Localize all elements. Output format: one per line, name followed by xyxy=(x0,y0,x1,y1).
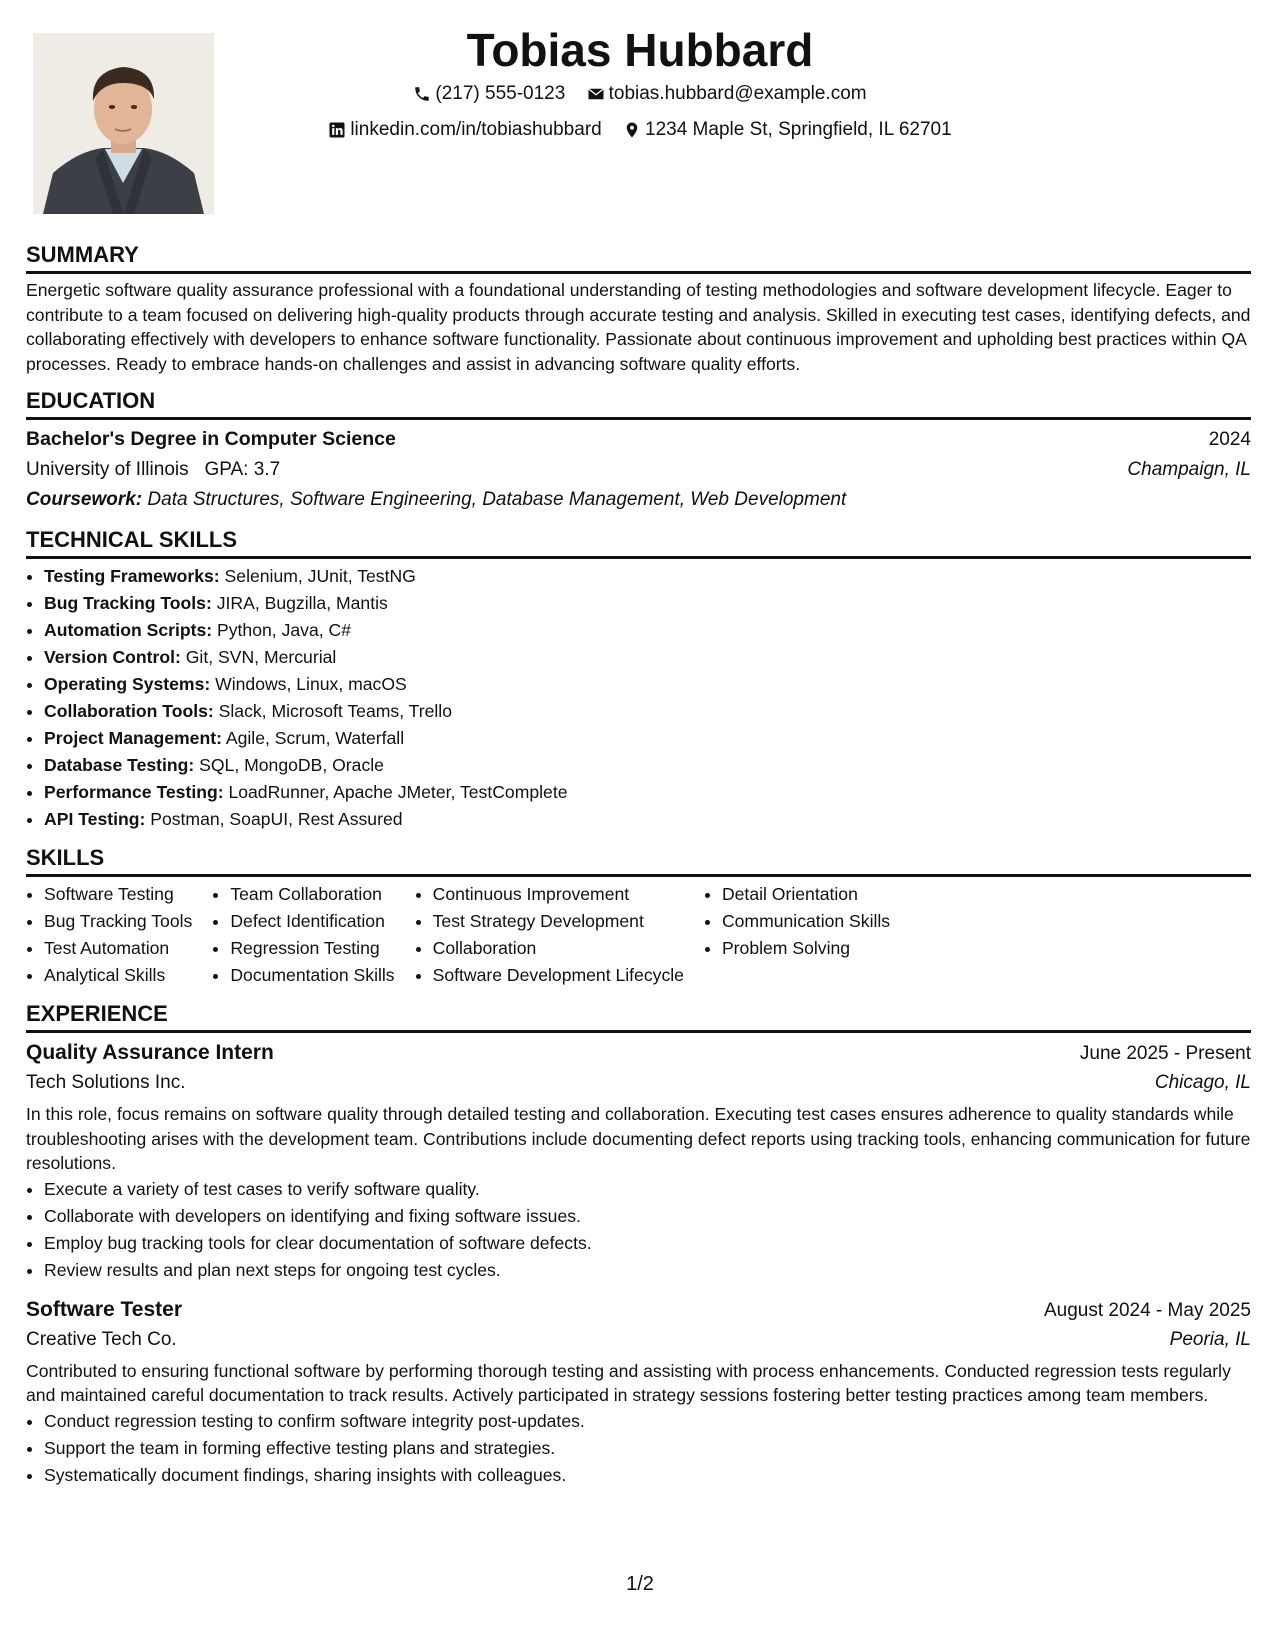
skills-column-2 xyxy=(212,881,394,989)
summary-text: Energetic software quality assurance professional with a foundational understanding of testing methodologies and software development lifecycle. Eager to contribute to a team focused on delivering high-quality products through accurate testing and analysis. Skilled in executing test cases, identifying defects, and collaborating effectively with developers to enhance software functionality. Passionate about continuous improvement and upholding best practices within QA processes. Ready to embrace hands-on challenges and assist in advancing software quality efforts. xyxy=(26,280,1251,374)
resume-header xyxy=(250,22,1030,150)
phone-icon xyxy=(413,85,431,103)
list-item: • Execute a variety of test cases to verify software quality. xyxy=(44,1176,1251,1203)
list-item xyxy=(44,698,1251,725)
company-row xyxy=(26,1068,1251,1098)
skill-value: JIRA, Bugzilla, Mantis xyxy=(216,593,388,613)
list-item xyxy=(44,617,1251,644)
email-address: tobias.hubbard@example.com xyxy=(608,83,867,104)
school-name: University of Illinois xyxy=(26,459,189,480)
list-item: • Continuous Improvement xyxy=(433,881,684,908)
skill-label: API Testing: xyxy=(44,809,146,829)
contact-line-1 xyxy=(250,78,1030,114)
list-item xyxy=(44,590,1251,617)
job-title: Quality Assurance Intern xyxy=(26,1041,274,1064)
skill-label: Performance Testing: xyxy=(44,782,224,802)
company-name: Creative Tech Co. xyxy=(26,1328,177,1350)
skill-value: Postman, SoapUI, Rest Assured xyxy=(150,809,403,829)
list-item: • Documentation Skills xyxy=(230,962,394,989)
skills-section xyxy=(26,843,1251,989)
list-item: • Communication Skills xyxy=(722,908,890,935)
job-title: Software Tester xyxy=(26,1297,182,1321)
job-bullets xyxy=(26,1176,1251,1284)
gpa: GPA: 3.7 xyxy=(204,459,281,480)
linkedin-contact[interactable] xyxy=(328,114,601,146)
summary-heading: SUMMARY xyxy=(26,240,1251,274)
job-entry-1 xyxy=(26,1037,1251,1284)
list-item xyxy=(44,644,1251,671)
phone-number: (217) 555-0123 xyxy=(435,83,566,104)
linkedin-url: linkedin.com/in/tobiashubbard xyxy=(350,119,602,140)
school-info xyxy=(26,455,280,485)
skill-value: Agile, Scrum, Waterfall xyxy=(225,728,405,748)
list-item xyxy=(44,725,1251,752)
list-item: • Problem Solving xyxy=(722,935,890,962)
list-item: • Defect Identification xyxy=(230,908,394,935)
skills-columns xyxy=(26,881,1251,989)
school-location: Champaign, IL xyxy=(1127,459,1251,480)
skill-value: Python, Java, C# xyxy=(217,620,351,640)
job-description: In this role, focus remains on software quality through detailed testing and collaboration. Executing test cases ensures adherence to quality standards while troubleshooting arises with the development team. Contributions include documenting defect reports using tracking tools, enhancing communication for future resolutions. xyxy=(26,1104,1251,1173)
skill-label: Database Testing: xyxy=(44,755,195,775)
list-item: • Collaborate with developers on identifying and fixing software issues. xyxy=(44,1203,1251,1230)
list-item xyxy=(44,806,1251,833)
page-number: 1/2 xyxy=(626,1573,654,1595)
skill-label: Testing Frameworks: xyxy=(44,566,220,586)
list-item xyxy=(44,752,1251,779)
job-title-row xyxy=(26,1294,1251,1325)
phone-contact[interactable] xyxy=(413,78,565,110)
skill-label: Operating Systems: xyxy=(44,674,211,694)
degree-name: Bachelor's Degree in Computer Science xyxy=(26,428,396,450)
skill-label: Collaboration Tools: xyxy=(44,701,214,721)
address-contact xyxy=(623,114,952,146)
list-item: • Analytical Skills xyxy=(44,962,192,989)
list-item: • Detail Orientation xyxy=(722,881,890,908)
skill-label: Project Management: xyxy=(44,728,222,748)
skill-label: Version Control: xyxy=(44,647,181,667)
skill-value: Selenium, JUnit, TestNG xyxy=(224,566,416,586)
list-item: • Collaboration xyxy=(433,935,684,962)
job-bullets xyxy=(26,1408,1251,1489)
candidate-name: Tobias Hubbard xyxy=(466,24,814,76)
list-item: • Software Testing xyxy=(44,881,192,908)
resume-body xyxy=(26,240,1251,1499)
coursework-list: Data Structures, Software Engineering, Database Management, Web Development xyxy=(147,489,847,510)
technical-skills-section xyxy=(26,525,1251,833)
graduation-year: 2024 xyxy=(1208,429,1251,450)
skill-label: Bug Tracking Tools: xyxy=(44,593,212,613)
job-location: Chicago, IL xyxy=(1154,1072,1251,1093)
skill-value: Git, SVN, Mercurial xyxy=(185,647,337,667)
list-item: • Support the team in forming effective testing plans and strategies. xyxy=(44,1435,1251,1462)
list-item: • Conduct regression testing to confirm software integrity post-updates. xyxy=(44,1408,1251,1435)
company-row xyxy=(26,1325,1251,1355)
list-item xyxy=(44,779,1251,806)
list-item: • Employ bug tracking tools for clear documentation of software defects. xyxy=(44,1230,1251,1257)
job-entry-2 xyxy=(26,1294,1251,1489)
list-item xyxy=(44,671,1251,698)
skill-value: Windows, Linux, macOS xyxy=(215,674,407,694)
skill-value: LoadRunner, Apache JMeter, TestComplete xyxy=(228,782,568,802)
education-section xyxy=(26,386,1251,515)
list-item: • Team Collaboration xyxy=(230,881,394,908)
skills-column-1 xyxy=(26,881,192,989)
contact-line-2 xyxy=(250,114,1030,150)
experience-section xyxy=(26,999,1251,1489)
list-item: • Software Development Lifecycle xyxy=(433,962,684,989)
list-item: • Bug Tracking Tools xyxy=(44,908,192,935)
skills-heading: SKILLS xyxy=(26,843,1251,877)
list-item xyxy=(44,563,1251,590)
street-address: 1234 Maple St, Springfield, IL 62701 xyxy=(645,119,952,140)
school-row xyxy=(26,455,1251,485)
envelope-icon xyxy=(587,85,605,103)
map-pin-icon xyxy=(623,121,641,139)
technical-skills-heading: TECHNICAL SKILLS xyxy=(26,525,1251,559)
list-item: • Test Automation xyxy=(44,935,192,962)
list-item: • Systematically document findings, sharing insights with colleagues. xyxy=(44,1462,1251,1489)
summary-section xyxy=(26,240,1251,376)
email-contact[interactable] xyxy=(587,78,867,110)
coursework-line xyxy=(26,485,1251,515)
job-dates: June 2025 - Present xyxy=(1079,1043,1251,1064)
list-item: • Review results and plan next steps for ongoing test cycles. xyxy=(44,1257,1251,1284)
company-name: Tech Solutions Inc. xyxy=(26,1072,186,1093)
education-heading: EDUCATION xyxy=(26,386,1251,420)
skill-value: SQL, MongoDB, Oracle xyxy=(199,755,384,775)
skills-column-4 xyxy=(704,881,890,989)
technical-skills-list xyxy=(26,563,1251,833)
degree-row xyxy=(26,424,1251,455)
job-dates: August 2024 - May 2025 xyxy=(1043,1299,1251,1321)
linkedin-icon xyxy=(328,121,346,139)
job-location: Peoria, IL xyxy=(1169,1328,1251,1350)
list-item: • Regression Testing xyxy=(230,935,394,962)
list-item: • Test Strategy Development xyxy=(433,908,684,935)
skill-label: Automation Scripts: xyxy=(44,620,213,640)
job-description: Contributed to ensuring functional software by performing thorough testing and assisting with process enhancements. Conducted regression tests regularly and maintained careful documentation to track results. Actively participated in strategy sessions fostering better testing practices among team members. xyxy=(26,1360,1231,1405)
coursework-label: Coursework: xyxy=(26,489,143,510)
experience-heading: EXPERIENCE xyxy=(26,999,1251,1033)
skill-value: Slack, Microsoft Teams, Trello xyxy=(218,701,452,721)
profile-photo xyxy=(33,33,214,214)
portrait-image xyxy=(33,33,214,214)
job-title-row xyxy=(26,1037,1251,1068)
skills-column-3 xyxy=(415,881,684,989)
